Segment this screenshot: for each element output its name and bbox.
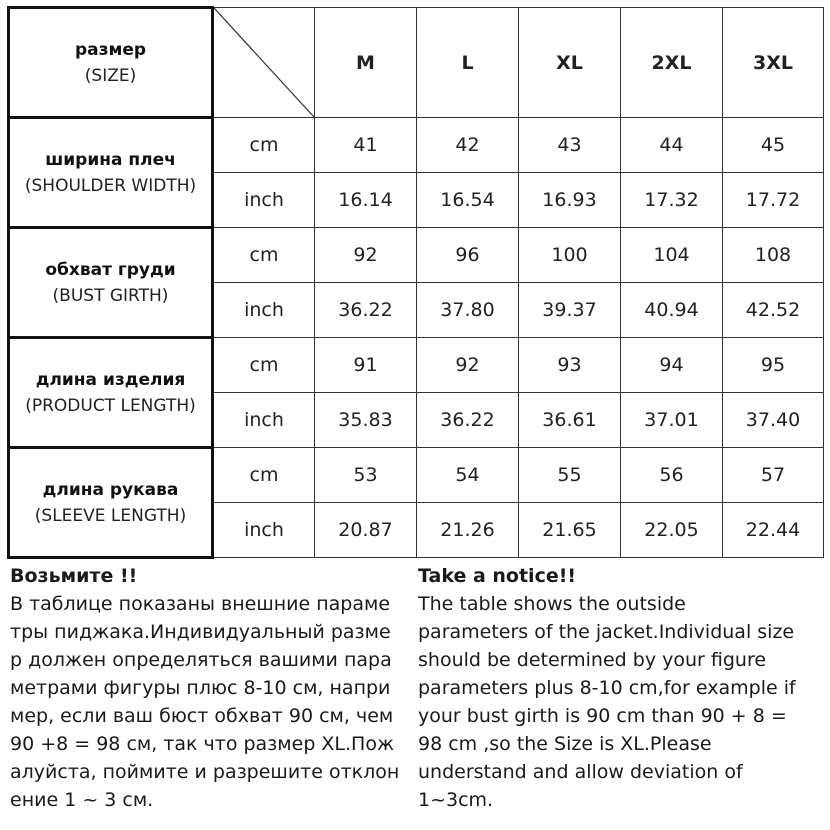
measurement-row (9, 448, 824, 503)
unit-cell: cm (213, 118, 315, 173)
value-cell: 91 (315, 338, 417, 393)
value-cell: 53 (315, 448, 417, 503)
value-cell: 36.22 (315, 283, 417, 338)
value-cell: 16.14 (315, 173, 417, 228)
unit-cell: cm (213, 228, 315, 283)
value-cell: 36.61 (519, 393, 621, 448)
value-cell: 22.44 (723, 503, 824, 558)
value-cell: 21.26 (417, 503, 519, 558)
value-cell: 36.22 (417, 393, 519, 448)
notice-english-line: your bust girth is 90 cm than 90 + 8 = (418, 705, 787, 727)
measurement-label-en: (BUST GIRTH) (52, 285, 169, 306)
unit-cell: inch (213, 393, 315, 448)
measurement-label-ru: обхват груди (45, 259, 176, 280)
measurement-row (9, 228, 824, 283)
value-cell: 39.37 (519, 283, 621, 338)
value-cell: 16.54 (417, 173, 519, 228)
value-cell: 37.80 (417, 283, 519, 338)
value-cell: 57 (723, 448, 824, 503)
notice-russian-line: алуйста, поймите и разрешите отклон (10, 761, 400, 783)
value-cell: 43 (519, 118, 621, 173)
notice-russian-line: р должен определяться вашими пара (10, 649, 392, 671)
notice-russian-line: ение 1 ~ 3 см. (10, 789, 154, 811)
notice-russian-line: тры пиджака.Индивидуальный разме (10, 621, 391, 643)
size-header: 3XL (723, 8, 824, 118)
value-cell: 94 (621, 338, 723, 393)
value-cell: 41 (315, 118, 417, 173)
measurement-label-en: (SLEEVE LENGTH) (34, 505, 187, 526)
size-header: M (315, 8, 417, 118)
notice-english-line: understand and allow deviation of (418, 761, 743, 783)
size-chart-table (7, 6, 824, 559)
corner-label-en: (SIZE) (84, 65, 137, 86)
value-cell: 37.40 (723, 393, 824, 448)
notice-english-line: The table shows the outside (418, 593, 686, 615)
value-cell: 17.72 (723, 173, 824, 228)
value-cell: 16.93 (519, 173, 621, 228)
size-header-row (9, 8, 824, 118)
notice-russian-line: 90 +8 = 98 см, так что размер XL.Пож (10, 733, 395, 755)
measurement-row (9, 338, 824, 393)
notice-russian-line: метрами фигуры плюс 8-10 см, напри (10, 677, 391, 699)
unit-cell: inch (213, 283, 315, 338)
unit-cell: inch (213, 173, 315, 228)
corner-size-label (9, 8, 213, 118)
corner-label-ru: размер (74, 39, 147, 60)
measurement-label (9, 448, 213, 558)
value-cell: 37.01 (621, 393, 723, 448)
measurement-label (9, 338, 213, 448)
notice-english-line: should be determined by your figure (418, 649, 767, 671)
value-cell: 92 (417, 338, 519, 393)
value-cell: 104 (621, 228, 723, 283)
notice-english-line: parameters plus 8-10 cm,for example if (418, 677, 796, 699)
value-cell: 93 (519, 338, 621, 393)
notice-russian-line: мер, если ваш бюст обхват 90 см, чем (10, 705, 394, 727)
measurement-label-ru: длина изделия (35, 369, 186, 390)
size-header: 2XL (621, 8, 723, 118)
diagonal-divider-cell (213, 8, 315, 118)
value-cell: 108 (723, 228, 824, 283)
value-cell: 95 (723, 338, 824, 393)
value-cell: 42.52 (723, 283, 824, 338)
size-header: L (417, 8, 519, 118)
value-cell: 56 (621, 448, 723, 503)
value-cell: 22.05 (621, 503, 723, 558)
measurement-label (9, 118, 213, 228)
notice-english-title: Take a notice!! (418, 565, 577, 587)
measurement-label-ru: длина рукава (42, 479, 179, 500)
notice-english (418, 562, 826, 814)
value-cell: 42 (417, 118, 519, 173)
value-cell: 55 (519, 448, 621, 503)
value-cell: 96 (417, 228, 519, 283)
value-cell: 45 (723, 118, 824, 173)
size-header: XL (519, 8, 621, 118)
measurement-label (9, 228, 213, 338)
measurement-row (9, 118, 824, 173)
notice-english-line: parameters of the jacket.Individual size (418, 621, 795, 643)
notice-english-line: 1~3cm. (418, 789, 494, 811)
notice-russian-line: В таблице показаны внешние параме (10, 593, 391, 615)
notice-russian-title: Возьмите !! (10, 565, 138, 587)
notice-english-line: 98 cm ,so the Size is XL.Please (418, 733, 712, 755)
value-cell: 44 (621, 118, 723, 173)
measurement-label-en: (PRODUCT LENGTH) (25, 395, 196, 416)
unit-cell: cm (213, 338, 315, 393)
value-cell: 20.87 (315, 503, 417, 558)
measurement-label-en: (SHOULDER WIDTH) (24, 175, 197, 196)
value-cell: 100 (519, 228, 621, 283)
unit-cell: inch (213, 503, 315, 558)
notice-russian (10, 562, 412, 814)
diagonal-line (214, 8, 314, 117)
measurement-label-ru: ширина плеч (45, 149, 176, 170)
value-cell: 35.83 (315, 393, 417, 448)
value-cell: 40.94 (621, 283, 723, 338)
value-cell: 17.32 (621, 173, 723, 228)
value-cell: 54 (417, 448, 519, 503)
value-cell: 92 (315, 228, 417, 283)
unit-cell: cm (213, 448, 315, 503)
value-cell: 21.65 (519, 503, 621, 558)
